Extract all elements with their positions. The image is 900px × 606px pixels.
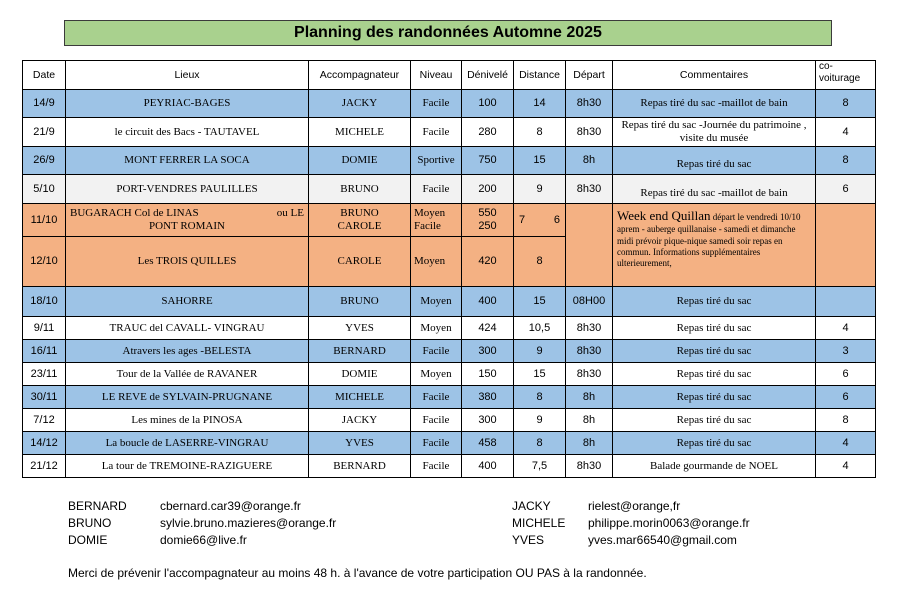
contact-row (68, 497, 336, 514)
cell-depart: 8h30 (566, 455, 613, 478)
cell-depart: 8h30 (566, 90, 613, 118)
cell-denivele: 150 (462, 363, 514, 386)
weekend-text: départ le vendredi 10/10 aprem - auberge quillanaise - samedi et dimanche midi prévoir pique-nique samedi soir repas en commun. Informations supplémentaires ulterieurement, (617, 212, 801, 268)
cell-distance: 8 (514, 118, 566, 147)
niveau-line1: Moyen (414, 207, 446, 220)
cell-lieu: SAHORRE (66, 287, 309, 317)
cell-commentaire: Repas tiré du sac (613, 287, 816, 317)
cell-lieu (66, 204, 309, 237)
cell-date: 16/11 (23, 340, 66, 363)
dist-a: 7 (519, 213, 526, 226)
cell-lieu: PORT-VENDRES PAULILLES (66, 175, 309, 204)
cell-depart: 8h30 (566, 317, 613, 340)
header-accompagnateur: Accompagnateur (309, 61, 411, 90)
cell-niveau: Facile (411, 455, 462, 478)
cell-denivele (462, 204, 514, 237)
cell-distance: 15 (514, 147, 566, 175)
table-row (23, 340, 876, 363)
table-row (23, 409, 876, 432)
header-distance: Distance (514, 61, 566, 90)
table-row (23, 175, 876, 204)
cell-date: 5/10 (23, 175, 66, 204)
table-row (23, 386, 876, 409)
cell-accompagnateur: JACKY (309, 90, 411, 118)
contact-email[interactable]: domie66@live.fr (160, 532, 247, 547)
cell-depart: 8h30 (566, 363, 613, 386)
cell-distance (514, 204, 566, 237)
cell-date: 23/11 (23, 363, 66, 386)
den-line1: 550 (478, 207, 497, 220)
contact-row (68, 514, 336, 531)
cell-denivele: 380 (462, 386, 514, 409)
contact-name: YVES (512, 532, 545, 547)
table-row (23, 317, 876, 340)
cell-lieu: LE REVE de SYLVAIN-PRUGNANE (66, 386, 309, 409)
cell-denivele: 458 (462, 432, 514, 455)
cell-covoiturage: 8 (816, 147, 876, 175)
planning-table (22, 60, 876, 478)
cell-depart: 8h (566, 147, 613, 175)
cell-distance: 9 (514, 409, 566, 432)
cell-commentaire: Repas tiré du sac (613, 386, 816, 409)
cell-commentaire: Repas tiré du sac (613, 432, 816, 455)
cell-lieu: La boucle de LASERRE-VINGRAU (66, 432, 309, 455)
cell-commentaire: Repas tiré du sac (613, 363, 816, 386)
contact-name: MICHELE (512, 515, 566, 530)
contact-name: BERNARD (68, 498, 127, 513)
cell-covoiturage: 4 (816, 317, 876, 340)
contacts-right (512, 497, 750, 548)
cell-accompagnateur: BERNARD (309, 340, 411, 363)
contact-name: BRUNO (68, 515, 112, 530)
cell-distance: 15 (514, 363, 566, 386)
cell-lieu-line2: PONT ROMAIN (149, 220, 225, 232)
acc-line1: BRUNO (340, 207, 379, 220)
cell-lieu: La tour de TREMOINE-RAZIGUERE (66, 455, 309, 478)
cell-lieu-right: ou LE (276, 207, 304, 220)
header-covoiturage: co-voiturage (816, 61, 876, 90)
cell-date: 18/10 (23, 287, 66, 317)
cell-niveau: Sportive (411, 147, 462, 175)
cell-covoiturage (816, 287, 876, 317)
cell-niveau: Moyen (411, 363, 462, 386)
cell-accompagnateur: BRUNO (309, 287, 411, 317)
cell-accompagnateur: BRUNO (309, 175, 411, 204)
acc-line2: CAROLE (337, 220, 382, 232)
cell-covoiturage (816, 204, 876, 287)
header-depart: Départ (566, 61, 613, 90)
cell-lieu: PEYRIAC-BAGES (66, 90, 309, 118)
cell-date: 14/12 (23, 432, 66, 455)
cell-denivele: 750 (462, 147, 514, 175)
cell-lieu: Tour de la Vallée de RAVANER (66, 363, 309, 386)
cell-distance: 9 (514, 175, 566, 204)
cell-covoiturage: 6 (816, 386, 876, 409)
cell-niveau: Facile (411, 175, 462, 204)
cell-distance: 8 (514, 386, 566, 409)
cell-accompagnateur: DOMIE (309, 363, 411, 386)
cell-accompagnateur: MICHELE (309, 118, 411, 147)
header-lieux: Lieux (66, 61, 309, 90)
cell-date: 21/9 (23, 118, 66, 147)
cell-covoiturage: 6 (816, 175, 876, 204)
cell-distance: 8 (514, 432, 566, 455)
cell-niveau: Facile (411, 340, 462, 363)
contact-row (512, 514, 750, 531)
cell-denivele: 300 (462, 340, 514, 363)
cell-depart: 08H00 (566, 287, 613, 317)
den-line2: 250 (478, 220, 497, 232)
cell-depart: 8h (566, 432, 613, 455)
cell-depart: 8h30 (566, 118, 613, 147)
cell-covoiturage: 4 (816, 455, 876, 478)
cell-date: 14/9 (23, 90, 66, 118)
cell-covoiturage: 4 (816, 118, 876, 147)
contact-email[interactable]: rielest@orange,fr (588, 498, 681, 513)
cell-denivele: 400 (462, 455, 514, 478)
cell-distance: 9 (514, 340, 566, 363)
table-row (23, 432, 876, 455)
cell-niveau: Facile (411, 90, 462, 118)
table-header (23, 61, 876, 90)
cell-lieu: Les mines de la PINOSA (66, 409, 309, 432)
footer-note: Merci de prévenir l'accompagnateur au moins 48 h. à l'avance de votre participation OU PAS à la randonnée. (68, 566, 647, 580)
contact-row (512, 497, 750, 514)
cell-lieu: MONT FERRER LA SOCA (66, 147, 309, 175)
cell-covoiturage: 8 (816, 409, 876, 432)
cell-accompagnateur: MICHELE (309, 386, 411, 409)
cell-commentaire: Repas tiré du sac (613, 317, 816, 340)
cell-covoiturage: 4 (816, 432, 876, 455)
cell-niveau: Moyen (411, 287, 462, 317)
cell-date: 30/11 (23, 386, 66, 409)
cell-covoiturage: 8 (816, 90, 876, 118)
cell-commentaire: Repas tiré du sac -maillot de bain (613, 90, 816, 118)
cell-lieu: Les TROIS QUILLES (66, 237, 309, 287)
contacts-left (68, 497, 336, 548)
table-row (23, 204, 876, 237)
cell-commentaire: Repas tiré du sac -Journée du patrimoine , visite du musée (613, 118, 816, 147)
cell-date: 21/12 (23, 455, 66, 478)
cell-niveau: Facile (411, 386, 462, 409)
table-row (23, 455, 876, 478)
cell-niveau: Facile (411, 432, 462, 455)
cell-depart: 8h (566, 409, 613, 432)
cell-commentaire: Repas tiré du sac (613, 147, 816, 175)
cell-niveau: Moyen (411, 237, 462, 287)
contact-email[interactable]: sylvie.bruno.mazieres@orange.fr (160, 515, 337, 530)
cell-distance: 10,5 (514, 317, 566, 340)
cell-lieu-line1: BUGARACH Col de LINAS (70, 207, 199, 220)
cell-date: 11/10 (23, 204, 66, 237)
table-row (23, 118, 876, 147)
cell-denivele: 200 (462, 175, 514, 204)
cell-accompagnateur (309, 204, 411, 237)
dist-b: 6 (553, 213, 560, 226)
cell-accompagnateur: DOMIE (309, 147, 411, 175)
cell-commentaire: Balade gourmande de NOEL (613, 455, 816, 478)
cell-date: 7/12 (23, 409, 66, 432)
cell-accompagnateur: BERNARD (309, 455, 411, 478)
cell-denivele: 300 (462, 409, 514, 432)
cell-niveau (411, 204, 462, 237)
cell-depart (566, 204, 613, 287)
cell-niveau: Moyen (411, 317, 462, 340)
cell-covoiturage: 6 (816, 363, 876, 386)
contact-email[interactable]: philippe.morin0063@orange.fr (588, 515, 750, 530)
cell-denivele: 400 (462, 287, 514, 317)
cell-denivele: 100 (462, 90, 514, 118)
contact-row (512, 531, 750, 548)
contact-email[interactable]: yves.mar66540@gmail.com (588, 532, 737, 547)
contact-name: DOMIE (68, 532, 108, 547)
cell-commentaire: Repas tiré du sac (613, 340, 816, 363)
cell-lieu: TRAUC del CAVALL- VINGRAU (66, 317, 309, 340)
header-denivele: Dénivelé (462, 61, 514, 90)
cell-accompagnateur: JACKY (309, 409, 411, 432)
cell-distance: 15 (514, 287, 566, 317)
contact-row (68, 531, 336, 548)
header-commentaires: Commentaires (613, 61, 816, 90)
table-row (23, 287, 876, 317)
cell-distance: 14 (514, 90, 566, 118)
cell-denivele: 420 (462, 237, 514, 287)
cell-accompagnateur: YVES (309, 317, 411, 340)
cell-accompagnateur: CAROLE (309, 237, 411, 287)
cell-commentaire: Repas tiré du sac (613, 409, 816, 432)
weekend-comment (613, 204, 816, 287)
cell-accompagnateur: YVES (309, 432, 411, 455)
cell-niveau: Facile (411, 409, 462, 432)
cell-distance: 7,5 (514, 455, 566, 478)
cell-denivele: 424 (462, 317, 514, 340)
cell-distance: 8 (514, 237, 566, 287)
cell-denivele: 280 (462, 118, 514, 147)
cell-lieu: le circuit des Bacs - TAUTAVEL (66, 118, 309, 147)
cell-lieu: Atravers les ages -BELESTA (66, 340, 309, 363)
cell-date: 9/11 (23, 317, 66, 340)
niveau-line2: Facile (414, 220, 441, 232)
table-row (23, 147, 876, 175)
cell-covoiturage: 3 (816, 340, 876, 363)
contact-name: JACKY (512, 498, 551, 513)
cell-depart: 8h30 (566, 340, 613, 363)
header-niveau: Niveau (411, 61, 462, 90)
weekend-title: Week end Quillan (617, 208, 711, 223)
cell-date: 26/9 (23, 147, 66, 175)
contact-email[interactable]: cbernard.car39@orange.fr (160, 498, 301, 513)
cell-depart: 8h30 (566, 175, 613, 204)
header-date: Date (23, 61, 66, 90)
cell-commentaire: Repas tiré du sac -maillot de bain (613, 175, 816, 204)
cell-depart: 8h (566, 386, 613, 409)
table-row (23, 90, 876, 118)
page-title: Planning des randonnées Automne 2025 (64, 20, 832, 46)
table-row (23, 363, 876, 386)
cell-date: 12/10 (23, 237, 66, 287)
cell-niveau: Facile (411, 118, 462, 147)
